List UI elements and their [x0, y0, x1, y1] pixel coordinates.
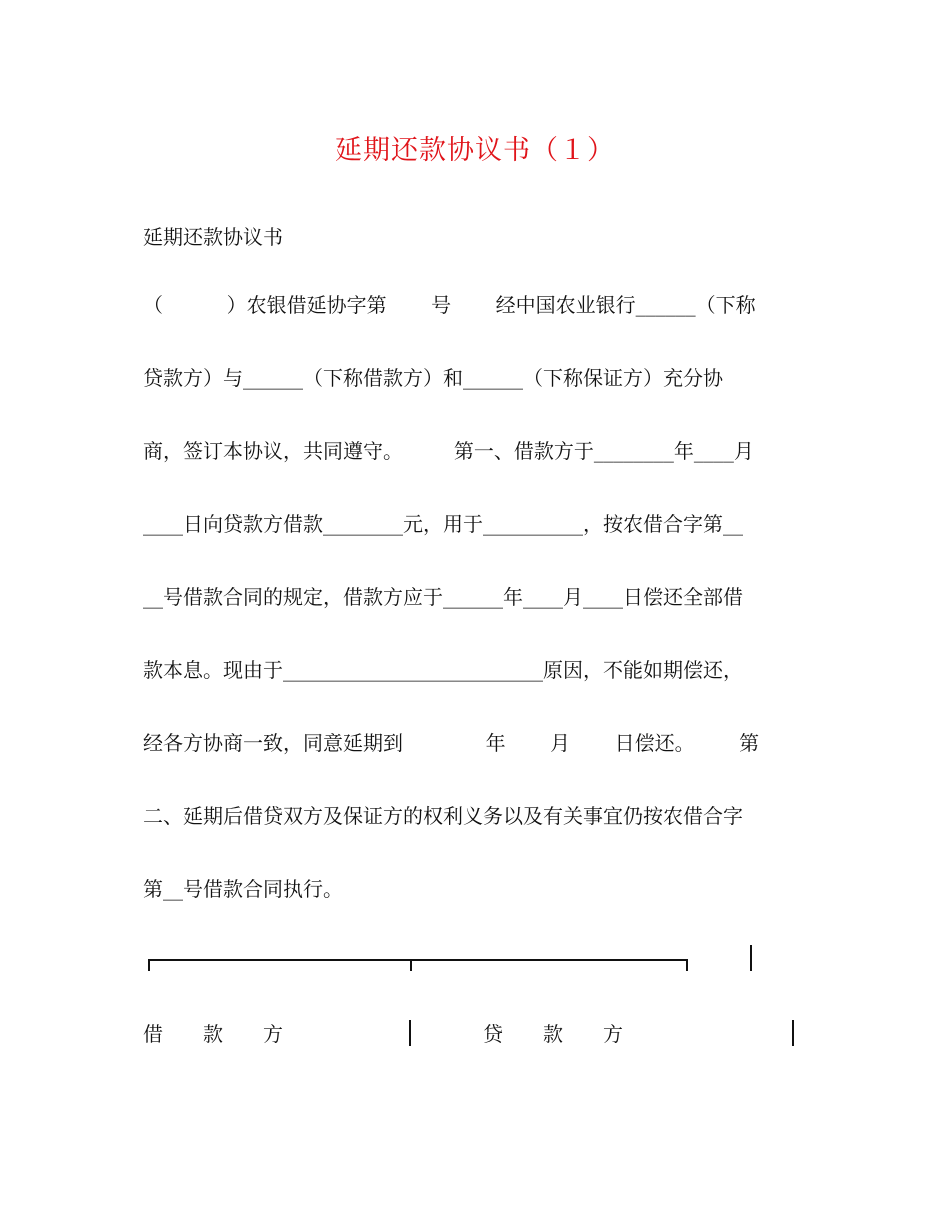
body-line: ____日向贷款方借款________元，用于__________，按农借合字第__ [143, 512, 743, 536]
table-top-border [148, 959, 688, 961]
table-tick-right [686, 959, 688, 971]
body-line: 贷款方）与______（下称借款方）和______（下称保证方）充分协 [143, 366, 723, 390]
body-line: 经各方协商一致，同意延期到 年 月 日偿还。 第 [143, 731, 760, 755]
body-line: __号借款合同的规定，借款方应于______年____月____日偿还全部借 [143, 585, 743, 609]
body-line: 商，签订本协议，共同遵守。 第一、借款方于________年____月 [143, 439, 754, 463]
borrower-label: 借 款 方 [143, 1022, 283, 1046]
body-line: 第__号借款合同执行。 [143, 877, 343, 901]
document-subtitle: 延期还款协议书 [143, 225, 283, 249]
body-line: （ ）农银借延协字第 号 经中国农业银行______（下称 [143, 293, 756, 317]
lender-label: 贷 款 方 [483, 1022, 623, 1046]
body-line: 款本息。现由于__________________________原因，不能如期偿还， [143, 658, 743, 682]
table-divider-mid [409, 1020, 411, 1046]
table-tick-left [148, 959, 150, 971]
table-tick-mid [410, 959, 412, 971]
table-divider-right [792, 1020, 794, 1046]
table-right-bar-top [750, 945, 752, 971]
document-title: 延期还款协议书（１） [335, 135, 615, 166]
body-line: 二、延期后借贷双方及保证方的权利义务以及有关事宜仍按农借合字 [143, 804, 743, 828]
